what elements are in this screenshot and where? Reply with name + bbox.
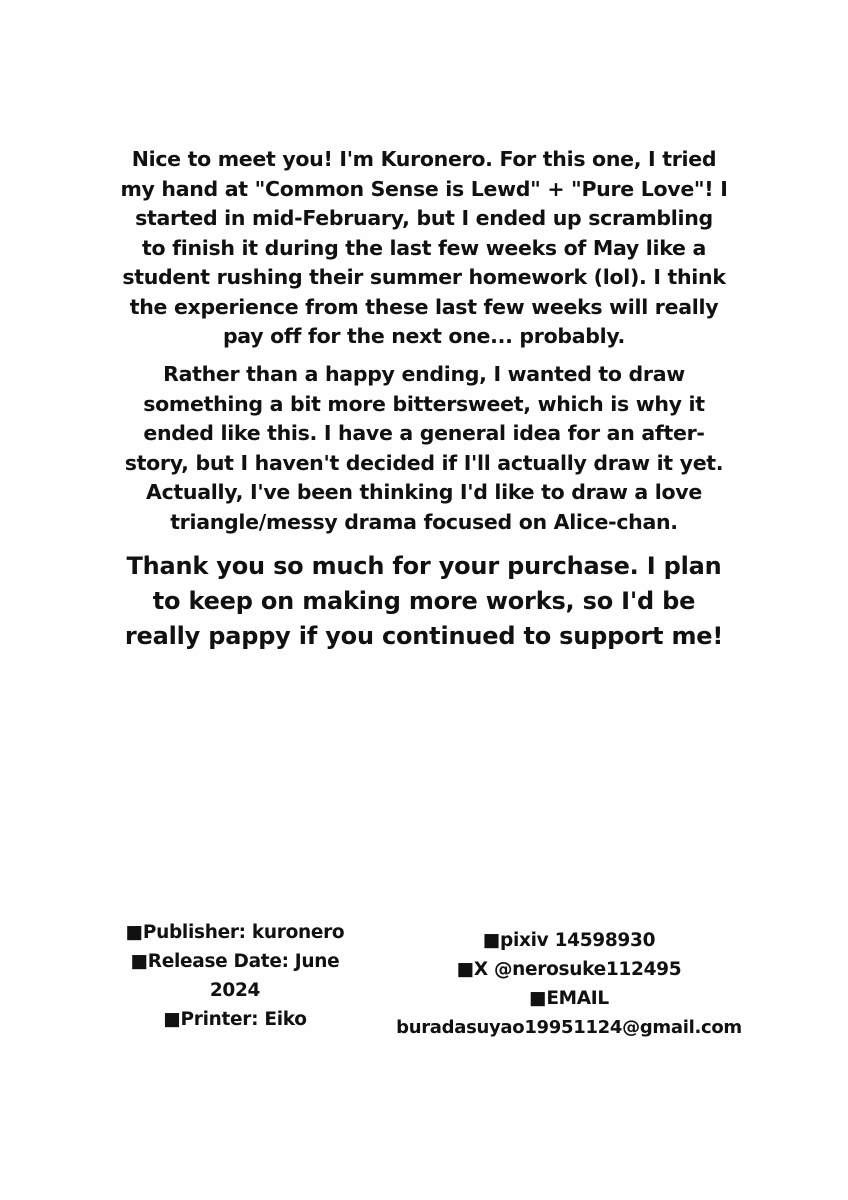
text-line: really pappy if you continued to support me! [124, 622, 724, 650]
pixiv-line: ■pixiv 14598930 [482, 930, 656, 951]
contact-info [396, 926, 742, 1042]
text-line: student rushing their summer homework (lol). I think [122, 265, 726, 289]
publisher-line: ■Publisher: kuronero [125, 922, 345, 943]
text-line: Actually, I've been thinking I'd like to draw a love [146, 480, 702, 504]
text-line: started in mid-February, but I ended up scrambling [135, 206, 713, 230]
text-line: triangle/messy drama focused on Alice-chan. [170, 509, 678, 534]
text-line: Rather than a happy ending, I wanted to draw [163, 362, 685, 386]
text-line: pay off for the next one... probably. [222, 324, 626, 348]
afterword-paragraph-thanks [0, 549, 848, 654]
text-line: Thank you so much for your purchase. I plan [126, 552, 722, 580]
publication-info [112, 918, 358, 1034]
text-line: ended like this. I have a general idea for an after- [143, 421, 705, 445]
text-line: to finish it during the last few weeks of May like a [142, 235, 706, 260]
text-line: to keep on making more works, so I'd be [152, 587, 696, 615]
printer-line: ■Printer: Eiko [163, 1009, 307, 1030]
text-line: Nice to meet you! I'm Kuronero. For this one, I tried [131, 147, 717, 171]
text-line: my hand at "Common Sense is Lewd" + "Pure Love"! I [120, 176, 728, 201]
release-date-line: ■Release Date: June [130, 951, 340, 972]
email-label: ■EMAIL [529, 988, 609, 1009]
release-year-line: 2024 [209, 980, 261, 1001]
afterword-paragraph-intro [0, 145, 848, 352]
text-line: the experience from these last few weeks will really [129, 294, 719, 319]
text-line: story, but I haven't decided if I'll actually draw it yet. [124, 450, 724, 475]
email-address: buradasuyao19951124@gmail.com [396, 1017, 742, 1038]
afterword-paragraph-ending [0, 360, 848, 537]
text-line: something a bit more bittersweet, which is why it [143, 391, 705, 416]
x-handle-line: ■X @nerosuke112495 [456, 959, 682, 980]
